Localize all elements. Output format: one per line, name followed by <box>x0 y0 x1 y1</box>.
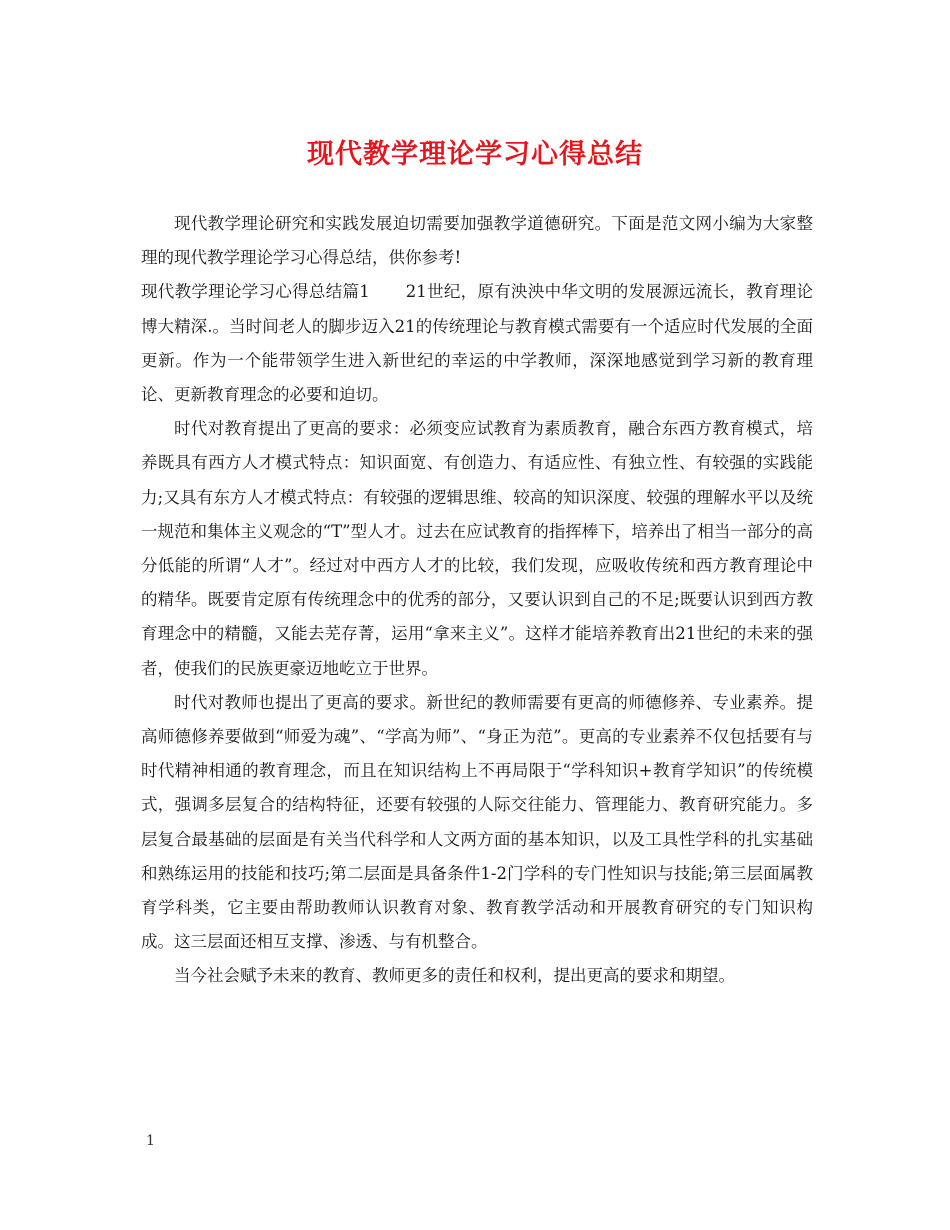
section-paragraph <box>141 275 813 412</box>
document-title: 现代教学理论学习心得总结 <box>307 139 643 170</box>
body-paragraph: 时代对教育提出了更高的要求：必须变应试教育为素质教育，融合东西方教育模式，培养既具有西方人才模式特点：知识面宽、有创造力、有适应性、有独立性、有较强的实践能力;又具有东方人才模式特点：有较强的逻辑思维、较高的知识深度、较强的理解水平以及统一规范和集体主义观念的“T”型人才。过去在应试教育的指挥棒下，培养出了相当一部分的高分低能的所谓“人才”。经过对中西方人才的比较，我们发现，应吸收传统和西方教育理论中的精华。既要肯定原有传统理念中的优秀的部分，又要认识到自己的不足;既要认识到西方教育理念中的精髓，又能去芜存菁，运用“拿来主义”。这样才能培养教育出21世纪的未来的强者，使我们的民族更豪迈地屹立于世界。 <box>141 419 813 678</box>
document-body <box>141 207 813 994</box>
intro-paragraph: 现代教学理论研究和实践发展迫切需要加强教学道德研究。下面是范文网小编为大家整理的现代教学理论学习心得总结，供你参考! <box>141 214 813 268</box>
body-paragraph: 时代对教师也提出了更高的要求。新世纪的教师需要有更高的师德修养、专业素养。提高师德修养要做到“师爱为魂”、“学高为师”、“身正为范”。更高的专业素养不仅包括要有与时代精神相通的教育理念，而且在知识结构上不再局限于“学科知识+教育学知识”的传统模式，强调多层复合的结构特征，还要有较强的人际交往能力、管理能力、教育研究能力。多层复合最基础的层面是有关当代科学和人文两方面的基本知识，以及工具性学科的扎实基础和熟练运用的技能和技巧;第二层面是具备条件1-2门学科的专门性知识与技能;第三层面属教育学科类，它主要由帮助教师认识教育对象、教育教学活动和开展教育研究的专门知识构成。这三层面还相互支撑、渗透、与有机整合。 <box>141 692 813 952</box>
page-number: 1 <box>146 1133 155 1149</box>
section-label: 现代教学理论学习心得总结篇1 <box>141 282 370 302</box>
section-text: 21世纪，原有泱泱中华文明的发展源远流长，教育理论博大精深.。当时间老人的脚步迈入21的传统理论与教育模式需要有一个适应时代发展的全面更新。作为一个能带领学生进入新世纪的幸运的中学教师，深深地感觉到学习新的教育理论、更新教育理念的必要和迫切。 <box>141 282 814 405</box>
body-paragraph: 当今社会赋予未来的教育、教师更多的责任和权利，提出更高的要求和期望。 <box>174 966 735 986</box>
